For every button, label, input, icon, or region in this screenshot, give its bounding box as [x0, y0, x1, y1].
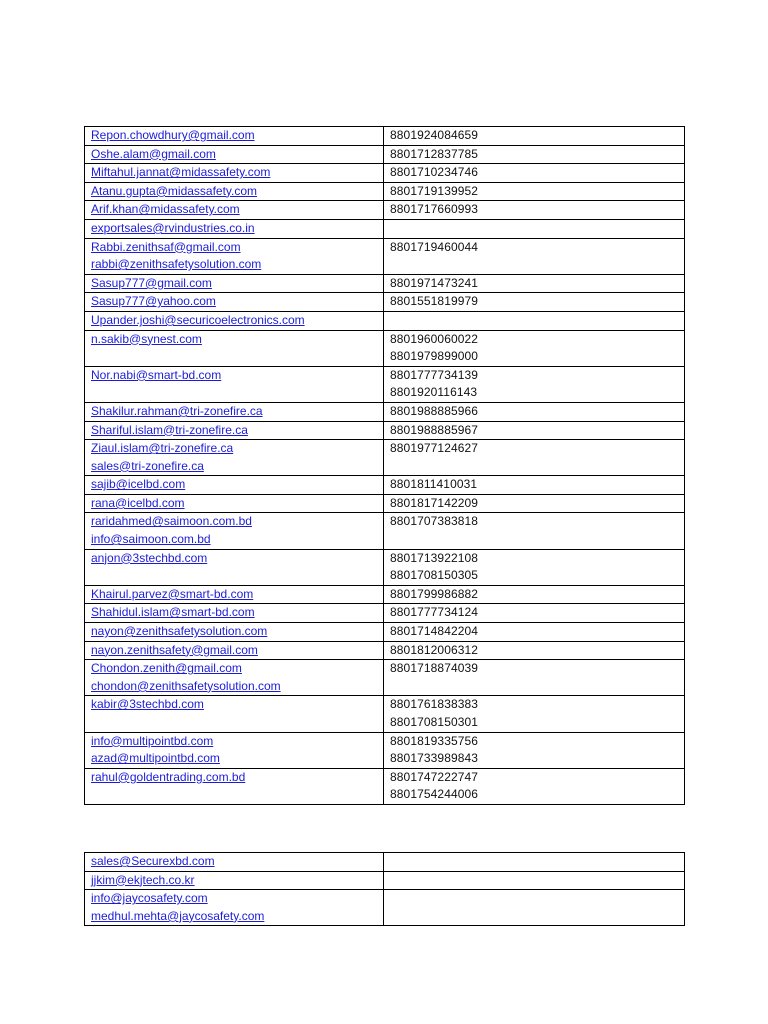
- email-link[interactable]: info@saimoon.com.bd: [91, 532, 211, 547]
- email-cell: [85, 641, 384, 660]
- email-cell: [85, 853, 384, 872]
- phone-cell: [384, 623, 685, 642]
- email-cell: [85, 238, 384, 274]
- email-cell: [85, 182, 384, 201]
- phone-number: 8801988885967: [390, 422, 479, 437]
- table-row: [85, 871, 685, 890]
- email-link[interactable]: info@multipointbd.com: [91, 733, 214, 748]
- phone-number: 8801708150301: [390, 715, 479, 729]
- table-row: [85, 732, 685, 768]
- table-row: [85, 402, 685, 421]
- table-row: [85, 440, 685, 476]
- empty-line: [390, 220, 678, 238]
- table-row: [85, 421, 685, 440]
- email-cell: [85, 660, 384, 696]
- email-cell: [85, 330, 384, 366]
- phone-cell: [384, 696, 685, 732]
- phone-number: 8801777734139: [390, 367, 479, 382]
- email-cell: [85, 494, 384, 513]
- email-cell: [85, 127, 384, 146]
- table-row: [85, 641, 685, 660]
- email-link[interactable]: chondon@zenithsafetysolution.com: [91, 678, 281, 693]
- phone-cell: [384, 311, 685, 330]
- email-link[interactable]: exportsales@rvindustries.co.in: [91, 220, 255, 235]
- email-link[interactable]: Repon.chowdhury@gmail.com: [91, 128, 255, 142]
- table-row: [85, 890, 685, 926]
- email-link[interactable]: Shakilur.rahman@tri-zonefire.ca: [91, 403, 263, 418]
- phone-number: 8801754244006: [390, 787, 479, 802]
- contacts-table-secondary: [84, 852, 685, 926]
- phone-number: 8801960060022: [390, 331, 479, 346]
- empty-line: [390, 872, 678, 890]
- phone-cell: [384, 238, 685, 274]
- table-row: [85, 201, 685, 220]
- phone-cell: [384, 732, 685, 768]
- phone-number: 8801713922108: [390, 550, 479, 565]
- phone-cell: [384, 476, 685, 495]
- table-row: [85, 660, 685, 696]
- email-link[interactable]: Rabbi.zenithsaf@gmail.com: [91, 239, 241, 254]
- phone-number: 8801747222747: [390, 769, 479, 784]
- phone-number: 8801719139952: [390, 183, 479, 198]
- table-row: [85, 238, 685, 274]
- phone-cell: [384, 274, 685, 293]
- phone-cell: [384, 421, 685, 440]
- email-link[interactable]: Upander.joshi@securicoelectronics.com: [91, 312, 305, 327]
- phone-number: 8801777734124: [390, 605, 479, 620]
- email-link[interactable]: sales@Securexbd.com: [91, 854, 215, 868]
- email-cell: [85, 768, 384, 804]
- table-row: [85, 623, 685, 642]
- empty-line: [390, 890, 678, 908]
- email-cell: [85, 421, 384, 440]
- phone-number: 8801718874039: [390, 661, 479, 676]
- phone-number: 8801799986882: [390, 586, 479, 601]
- phone-cell: [384, 890, 685, 926]
- contacts-table-body: [85, 853, 685, 926]
- table-row: [85, 853, 685, 872]
- table-row: [85, 476, 685, 495]
- phone-number: 8801971473241: [390, 275, 479, 290]
- email-cell: [85, 201, 384, 220]
- email-link[interactable]: nayon@zenithsafetysolution.com: [91, 624, 268, 639]
- email-link[interactable]: anjon@3stechbd.com: [91, 550, 208, 565]
- phone-cell: [384, 853, 685, 872]
- table-row: [85, 513, 685, 549]
- phone-cell: [384, 768, 685, 804]
- table-row: [85, 311, 685, 330]
- phone-number: 8801733989843: [390, 751, 479, 766]
- email-link[interactable]: rabbi@zenithsafetysolution.com: [91, 257, 262, 272]
- email-link[interactable]: n.sakib@synest.com: [91, 331, 202, 346]
- email-cell: [85, 871, 384, 890]
- phone-cell: [384, 604, 685, 623]
- email-link[interactable]: rahul@goldentrading.com.bd: [91, 769, 246, 784]
- email-link[interactable]: Khairul.parvez@smart-bd.com: [91, 586, 254, 601]
- phone-cell: [384, 366, 685, 402]
- phone-cell: [384, 440, 685, 476]
- phone-cell: [384, 660, 685, 696]
- phone-number: 8801719460044: [390, 239, 479, 254]
- phone-number: 8801717660993: [390, 202, 479, 217]
- email-link[interactable]: sajib@icelbd.com: [91, 477, 186, 492]
- phone-cell: [384, 293, 685, 312]
- email-cell: [85, 164, 384, 183]
- contacts-table-main: [84, 126, 685, 805]
- phone-cell: [384, 585, 685, 604]
- table-row: [85, 330, 685, 366]
- phone-number: 8801811410031: [390, 477, 478, 492]
- email-link[interactable]: Miftahul.jannat@midassafety.com: [91, 165, 271, 180]
- phone-cell: [384, 494, 685, 513]
- table-row: [85, 585, 685, 604]
- phone-cell: [384, 164, 685, 183]
- email-link[interactable]: Shahidul.islam@smart-bd.com: [91, 605, 255, 620]
- email-cell: [85, 549, 384, 585]
- email-link[interactable]: Sasup777@gmail.com: [91, 275, 212, 290]
- email-cell: [85, 604, 384, 623]
- phone-number: 8801817142209: [390, 495, 479, 510]
- empty-line: [390, 312, 678, 330]
- phone-cell: [384, 219, 685, 238]
- email-cell: [85, 623, 384, 642]
- table-row: [85, 293, 685, 312]
- table-row: [85, 219, 685, 238]
- phone-cell: [384, 330, 685, 366]
- phone-number: 8801707383818: [390, 514, 479, 529]
- phone-number: 8801988885966: [390, 403, 479, 418]
- table-row: [85, 494, 685, 513]
- email-cell: [85, 274, 384, 293]
- email-link[interactable]: Ziaul.islam@tri-zonefire.ca: [91, 441, 234, 456]
- email-cell: [85, 440, 384, 476]
- email-cell: [85, 293, 384, 312]
- email-cell: [85, 311, 384, 330]
- email-cell: [85, 890, 384, 926]
- table-row: [85, 696, 685, 732]
- email-cell: [85, 402, 384, 421]
- table-row: [85, 604, 685, 623]
- email-link[interactable]: Nor.nabi@smart-bd.com: [91, 367, 222, 382]
- table-row: [85, 274, 685, 293]
- phone-number: 8801812006312: [390, 642, 479, 657]
- email-cell: [85, 366, 384, 402]
- phone-cell: [384, 513, 685, 549]
- email-link[interactable]: medhul.mehta@jaycosafety.com: [91, 908, 265, 923]
- phone-cell: [384, 182, 685, 201]
- email-link[interactable]: nayon.zenithsafety@gmail.com: [91, 642, 258, 657]
- email-link[interactable]: Oshe.alam@gmail.com: [91, 146, 216, 161]
- contacts-table-body: [85, 127, 685, 805]
- table-row: [85, 164, 685, 183]
- phone-cell: [384, 127, 685, 146]
- phone-cell: [384, 201, 685, 220]
- email-cell: [85, 585, 384, 604]
- email-link[interactable]: Shariful.islam@tri-zonefire.ca: [91, 422, 248, 437]
- email-cell: [85, 476, 384, 495]
- email-link[interactable]: Chondon.zenith@gmail.com: [91, 661, 242, 676]
- email-cell: [85, 513, 384, 549]
- phone-number: 8801977124627: [390, 441, 479, 456]
- email-link[interactable]: azad@multipointbd.com: [91, 751, 220, 766]
- phone-number: 8801708150305: [390, 568, 479, 583]
- email-cell: [85, 145, 384, 164]
- email-cell: [85, 219, 384, 238]
- table-row: [85, 145, 685, 164]
- phone-cell: [384, 145, 685, 164]
- email-link[interactable]: kabir@3stechbd.com: [91, 697, 204, 712]
- email-cell: [85, 732, 384, 768]
- email-link[interactable]: jjkim@ekjtech.co.kr: [91, 872, 195, 887]
- phone-cell: [384, 871, 685, 890]
- email-link[interactable]: info@jaycosafety.com: [91, 891, 208, 906]
- phone-number: 8801710234746: [390, 165, 479, 180]
- empty-line: [390, 853, 678, 871]
- email-link[interactable]: Arif.khan@midassafety.com: [91, 202, 240, 217]
- table-row: [85, 549, 685, 585]
- email-link[interactable]: Sasup777@yahoo.com: [91, 294, 216, 309]
- table-row: [85, 768, 685, 804]
- email-link[interactable]: Atanu.gupta@midassafety.com: [91, 183, 258, 198]
- phone-cell: [384, 402, 685, 421]
- phone-number: 8801714842204: [390, 624, 479, 639]
- table-row: [85, 127, 685, 146]
- email-link[interactable]: raridahmed@saimoon.com.bd: [91, 514, 252, 529]
- phone-number: 8801761838383: [390, 697, 479, 712]
- phone-number: 8801551819979: [390, 294, 479, 309]
- phone-number: 8801979899000: [390, 349, 479, 364]
- phone-number: 8801712837785: [390, 146, 479, 161]
- phone-number: 8801819335756: [390, 733, 479, 748]
- email-link[interactable]: sales@tri-zonefire.ca: [91, 458, 204, 473]
- table-row: [85, 366, 685, 402]
- table-row: [85, 182, 685, 201]
- phone-number: 8801920116143: [390, 385, 478, 400]
- email-link[interactable]: rana@icelbd.com: [91, 495, 185, 510]
- email-cell: [85, 696, 384, 732]
- phone-number: 8801924084659: [390, 128, 479, 142]
- phone-cell: [384, 641, 685, 660]
- phone-cell: [384, 549, 685, 585]
